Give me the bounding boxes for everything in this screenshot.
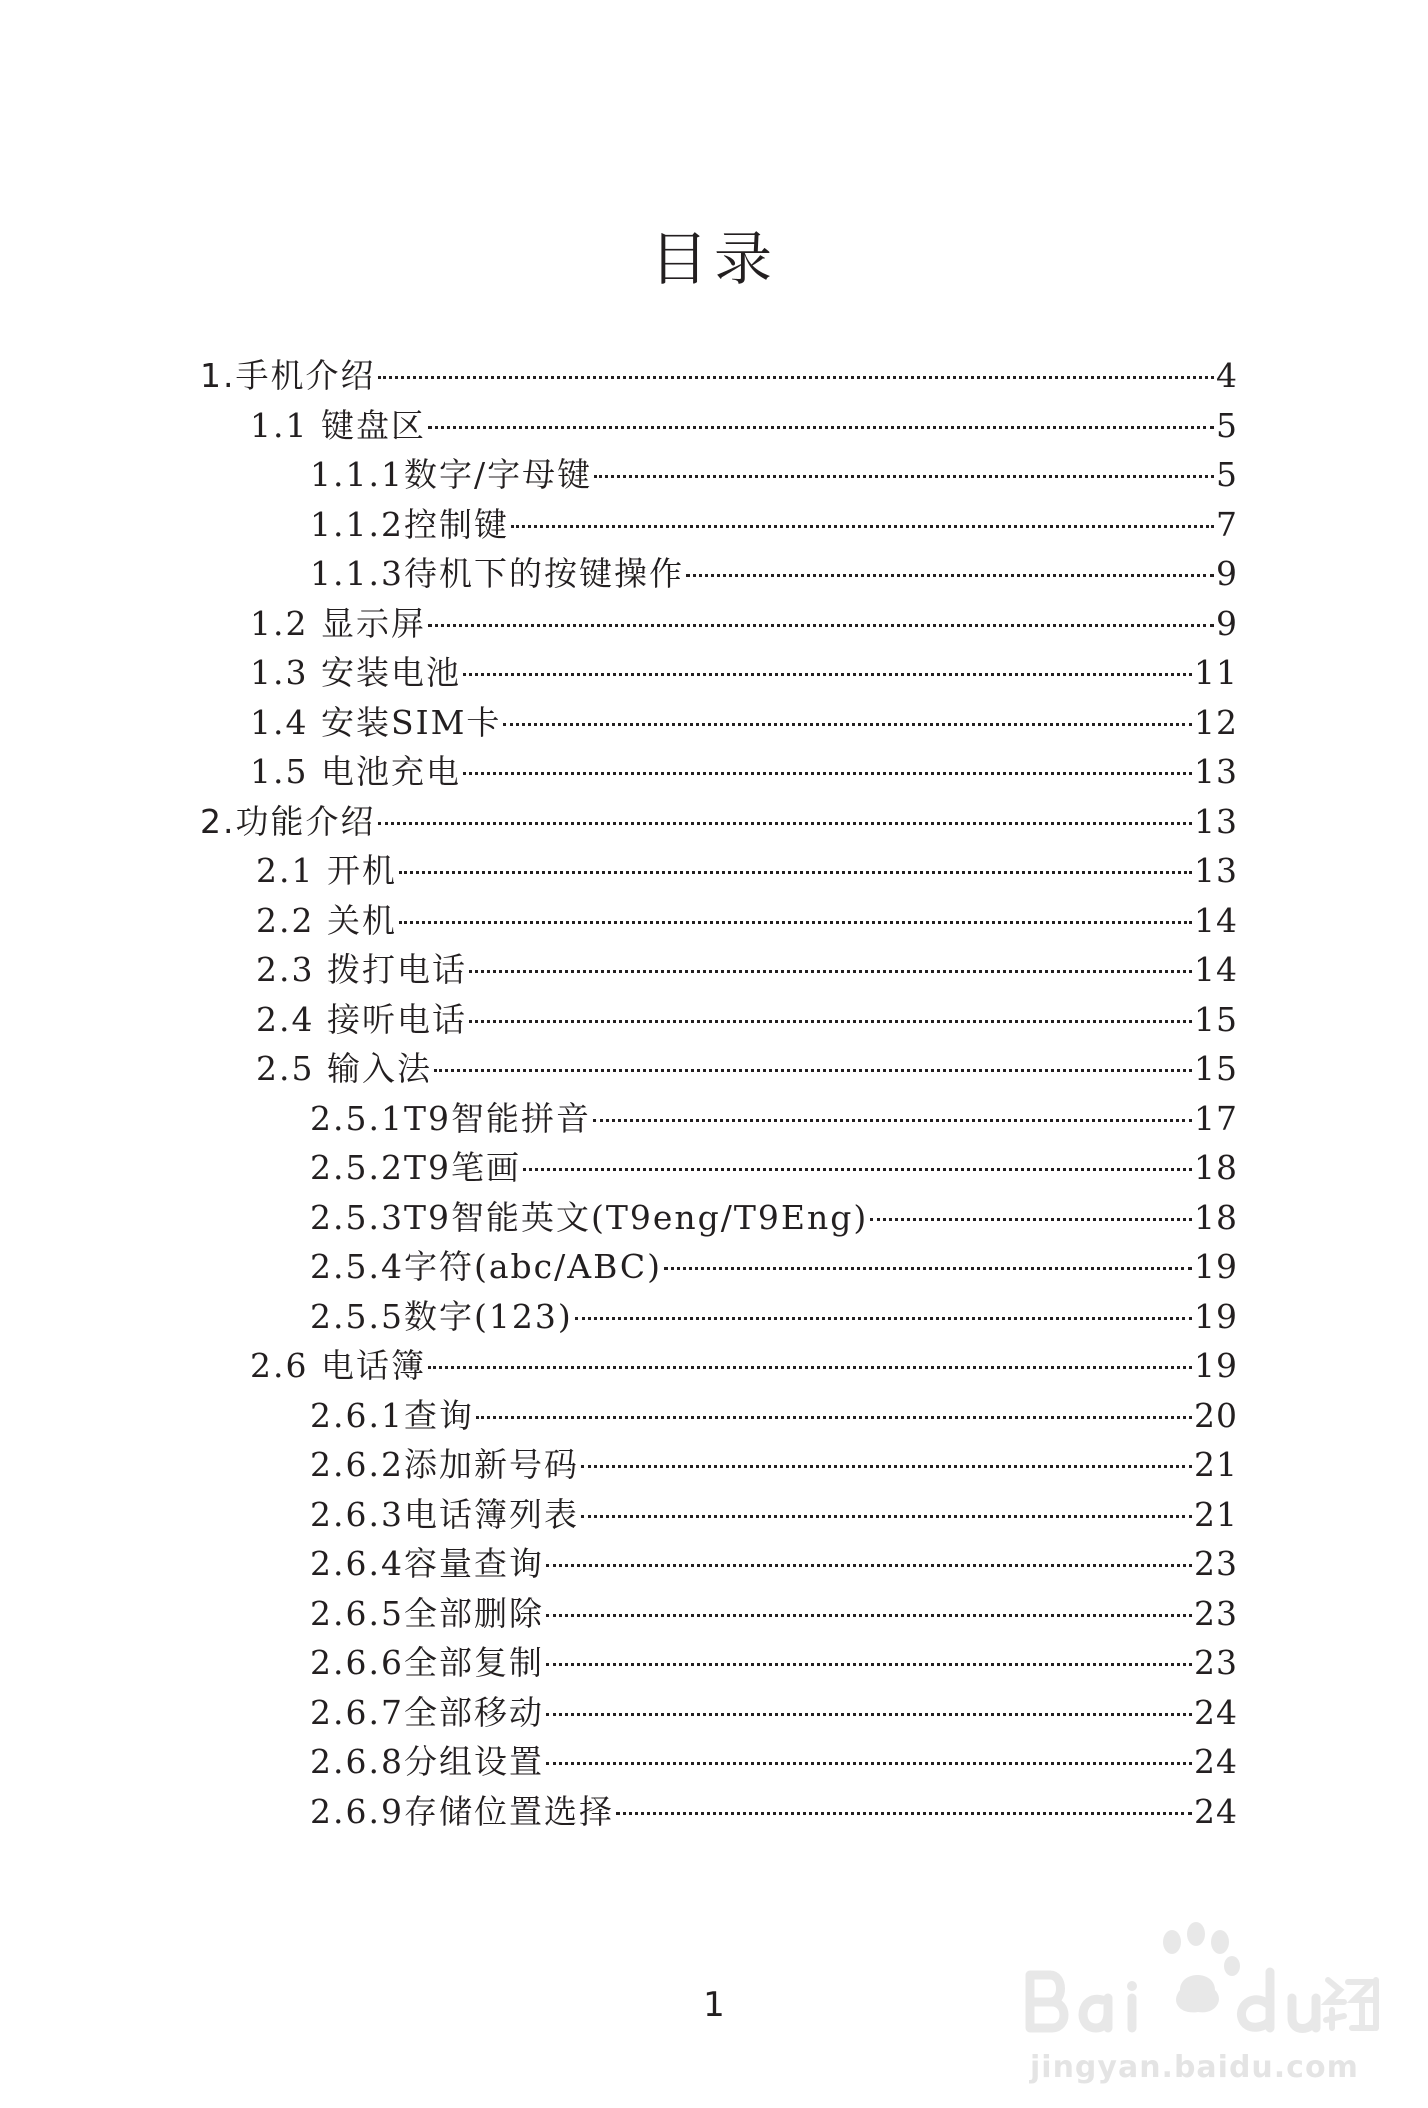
toc-entry-page: 14: [1194, 900, 1238, 940]
toc-entry[interactable]: [250, 601, 1238, 647]
toc-entry[interactable]: [250, 700, 1238, 746]
toc-entry[interactable]: [256, 848, 1238, 894]
toc-entry-page: 12: [1194, 702, 1238, 742]
watermark-url: jingyan.baidu.com: [1030, 2050, 1359, 2085]
toc-entry-page: 13: [1194, 801, 1238, 841]
dot-leader: [546, 1762, 1192, 1765]
toc-entry-label: 1.1 键盘区: [250, 405, 426, 445]
toc-entry[interactable]: [256, 898, 1238, 944]
toc-entry-page: 18: [1194, 1148, 1238, 1187]
toc-entry-label: 2.6 电话簿: [250, 1346, 426, 1385]
dot-leader: [581, 1515, 1192, 1518]
toc-entry-label: 2.5 输入法: [256, 1049, 432, 1088]
toc-entry-page: 23: [1194, 1544, 1238, 1583]
dot-leader: [546, 1614, 1192, 1617]
toc-entry[interactable]: [200, 353, 1238, 399]
toc-entry[interactable]: [310, 1492, 1238, 1538]
toc-entry-label: 2.5.1T9智能拼音: [310, 1098, 591, 1138]
dot-leader: [463, 673, 1192, 676]
toc-entry-label: 2.6.1查询: [310, 1395, 474, 1435]
toc-entry-label: 2.5.3T9智能英文(T9eng/T9Eng): [310, 1197, 869, 1237]
toc-entry[interactable]: [250, 749, 1238, 795]
dot-leader: [593, 1119, 1192, 1122]
toc-entry-page: 18: [1194, 1197, 1238, 1237]
toc-entry-label: 2.5.2T9笔画: [310, 1148, 521, 1187]
dot-leader: [870, 1218, 1192, 1221]
baidu-jingyan-watermark: [1010, 1900, 1390, 2100]
toc-entry-label: 2.6.8分组设置: [310, 1742, 544, 1781]
toc-entry-page: 14: [1194, 950, 1238, 989]
dot-leader: [575, 1317, 1192, 1320]
toc-entry-page: 17: [1194, 1098, 1238, 1138]
toc-entry[interactable]: [310, 1789, 1238, 1835]
toc-entry-page: 13: [1194, 851, 1238, 890]
toc-entry-label: 1.4 安装SIM卡: [250, 702, 502, 742]
dot-leader: [476, 1416, 1192, 1419]
dot-leader: [428, 426, 1214, 429]
dot-leader: [469, 970, 1192, 973]
toc-entry-label: 1.1.1数字/字母键: [310, 455, 593, 494]
dot-leader: [503, 723, 1192, 726]
toc-entry[interactable]: [310, 1294, 1238, 1340]
dot-leader: [546, 1713, 1192, 1716]
toc-entry[interactable]: [256, 997, 1238, 1043]
toc-entry-page: 13: [1194, 752, 1238, 791]
toc-entry[interactable]: [256, 1046, 1238, 1092]
toc-entry-label: 2.6.9存储位置选择: [310, 1791, 614, 1831]
dot-leader: [546, 1564, 1192, 1567]
toc-entry-label: 2.2 关机: [256, 900, 397, 940]
toc-entry-label: 2.6.5全部删除: [310, 1593, 544, 1633]
toc-entry[interactable]: [310, 502, 1238, 548]
toc-entry-page: 19: [1194, 1346, 1238, 1385]
toc-entry-page: 9: [1216, 554, 1238, 593]
dot-leader: [511, 525, 1214, 528]
toc-entry-page: 15: [1194, 1049, 1238, 1088]
toc-entry[interactable]: [200, 799, 1238, 845]
toc-entry-page: 24: [1194, 1742, 1238, 1781]
toc-entry-label: 2.4 接听电话: [256, 999, 467, 1039]
toc-entry[interactable]: [310, 1145, 1238, 1191]
toc-entry-label: 1.3 安装电池: [250, 653, 461, 692]
toc-entry[interactable]: [250, 403, 1238, 449]
toc-entry[interactable]: [310, 1096, 1238, 1142]
dot-leader: [399, 871, 1192, 874]
toc-entry-label: 2.6.3电话簿列表: [310, 1494, 579, 1534]
toc-entry[interactable]: [310, 1195, 1238, 1241]
toc-entry[interactable]: [310, 1442, 1238, 1488]
toc-entry[interactable]: [310, 1393, 1238, 1439]
dot-leader: [428, 1366, 1192, 1369]
toc-entry-page: 21: [1194, 1494, 1238, 1534]
page-title: 目录: [649, 225, 778, 293]
toc-entry-label: 1.2 显示屏: [250, 603, 426, 643]
page-number: 1: [703, 1985, 725, 2025]
toc-entry-page: 24: [1194, 1791, 1238, 1831]
toc-entry-page: 24: [1194, 1692, 1238, 1732]
dot-leader: [546, 1663, 1192, 1666]
toc-entry-label: 2.6.2添加新号码: [310, 1445, 579, 1484]
toc-entry-label: 1.5 电池充电: [250, 752, 461, 791]
toc-entry-page: 20: [1194, 1395, 1238, 1435]
toc-entry-page: 23: [1194, 1593, 1238, 1633]
toc-entry-page: 5: [1216, 405, 1238, 445]
toc-entry-page: 11: [1194, 653, 1238, 692]
toc-entry-page: 21: [1194, 1445, 1238, 1484]
toc-entry-label: 1.1.3待机下的按键操作: [310, 554, 684, 593]
dot-leader: [686, 574, 1214, 577]
toc-entry-label: 2.3 拨打电话: [256, 950, 467, 989]
toc-entry[interactable]: [310, 1244, 1238, 1290]
dot-leader: [428, 624, 1214, 627]
toc-entry[interactable]: [256, 947, 1238, 993]
dot-leader: [378, 376, 1215, 379]
dot-leader: [434, 1069, 1192, 1072]
toc-entry-label: 2.5.5数字(123): [310, 1296, 573, 1336]
toc-entry-label: 2.6.4容量查询: [310, 1544, 544, 1583]
dot-leader: [378, 822, 1193, 825]
toc-entry-label: 2.1 开机: [256, 851, 397, 890]
toc-entry-page: 19: [1194, 1296, 1238, 1336]
dot-leader: [469, 1020, 1192, 1023]
toc-entry[interactable]: [310, 1591, 1238, 1637]
dot-leader: [463, 772, 1192, 775]
toc-entry[interactable]: [310, 1690, 1238, 1736]
toc-entry-page: 4: [1216, 356, 1238, 395]
toc-entry[interactable]: [310, 551, 1238, 597]
dot-leader: [581, 1465, 1192, 1468]
toc-entry-label: 2.功能介绍: [200, 801, 376, 841]
toc-entry[interactable]: [310, 1640, 1238, 1686]
toc-entry-label: 2.6.7全部移动: [310, 1692, 544, 1732]
toc-entry-label: 1.1.2控制键: [310, 504, 509, 544]
baidu-paw-logo-icon: [1010, 1920, 1390, 2040]
dot-leader: [594, 475, 1214, 478]
dot-leader: [664, 1267, 1192, 1270]
dot-leader: [523, 1168, 1192, 1171]
toc-entry-page: 23: [1194, 1643, 1238, 1682]
toc-entry-page: 15: [1194, 999, 1238, 1039]
toc-entry[interactable]: [310, 1541, 1238, 1587]
toc-entry-page: 19: [1194, 1247, 1238, 1286]
toc-entry-label: 2.5.4字符(abc/ABC): [310, 1247, 663, 1286]
toc-entry-page: 5: [1216, 455, 1238, 494]
dot-leader: [399, 921, 1192, 924]
toc-entry-label: 2.6.6全部复制: [310, 1643, 544, 1682]
toc-entry-page: 7: [1216, 504, 1238, 544]
toc-entry-label: 1.手机介绍: [200, 356, 376, 395]
toc-entry[interactable]: [310, 452, 1238, 498]
toc-entry-page: 9: [1216, 603, 1238, 643]
toc-entry[interactable]: [250, 1343, 1238, 1389]
dot-leader: [616, 1812, 1192, 1815]
toc-entry[interactable]: [310, 1739, 1238, 1785]
toc-entry[interactable]: [250, 650, 1238, 696]
